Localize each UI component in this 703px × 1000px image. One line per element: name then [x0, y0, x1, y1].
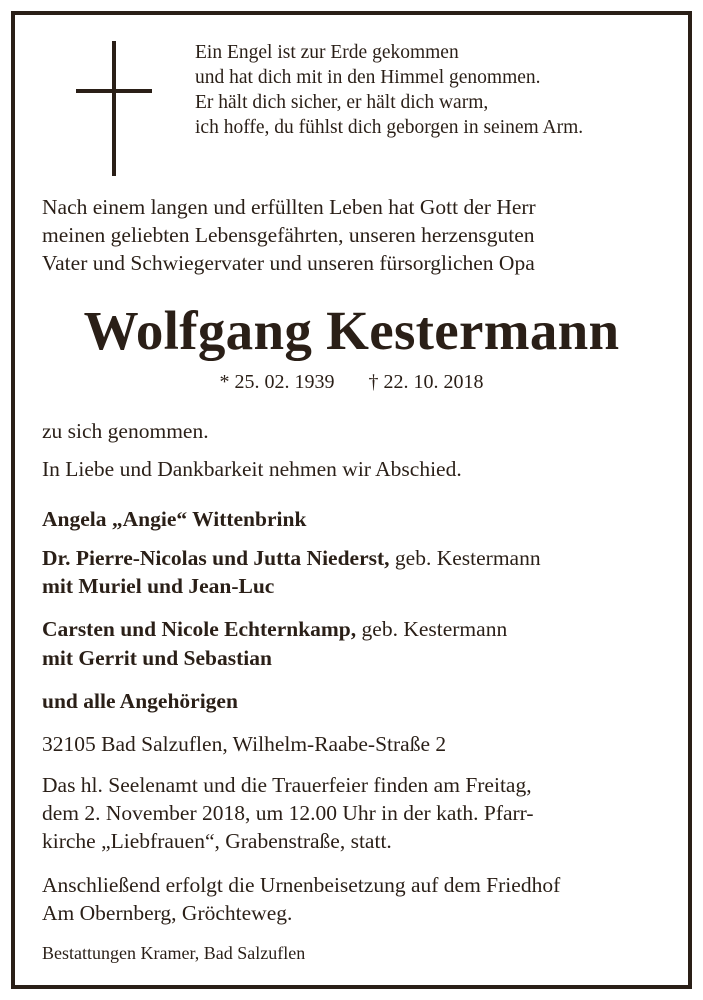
death-date: † 22. 10. 2018 — [368, 371, 484, 393]
mourner-carsten-children: mit Gerrit und Sebastian — [42, 646, 272, 670]
mourner-pierre-names: Dr. Pierre-Nicolas und Jutta Niederst, — [42, 546, 390, 570]
mourner-carsten-nee: geb. Kestermann — [356, 617, 508, 641]
address: 32105 Bad Salzuflen, Wilhelm-Raabe-Straße 2 — [42, 732, 447, 756]
intro-line: Nach einem langen und erfüllten Leben hat Gott der Herr — [42, 195, 536, 219]
birth-date: * 25. 02. 1939 — [219, 371, 335, 393]
taken-text: zu sich genommen. — [42, 419, 209, 443]
burial-text — [42, 871, 560, 927]
burial-line: Am Obernberg, Gröchteweg. — [42, 901, 293, 925]
mourner-all: und alle Angehörigen — [42, 689, 238, 713]
service-line: Das hl. Seelenamt und die Trauerfeier finden am Freitag, — [42, 773, 532, 797]
poem-line: und hat dich mit in den Himmel genommen. — [195, 67, 541, 88]
intro-line: meinen geliebten Lebensgefährten, unseren herzensguten — [42, 223, 535, 247]
intro-text — [42, 193, 536, 277]
mourner-carsten — [42, 615, 507, 643]
mourner-pierre-nee: geb. Kestermann — [389, 546, 541, 570]
mourner-pierre — [42, 544, 541, 572]
service-line: kirche „Liebfrauen“, Grabenstraße, statt. — [42, 829, 392, 853]
mourner-angela: Angela „Angie“ Wittenbrink — [42, 507, 307, 531]
undertaker: Bestattungen Kramer, Bad Salzuflen — [42, 943, 306, 963]
farewell-text: In Liebe und Dankbarkeit nehmen wir Abschied. — [42, 457, 462, 481]
poem-line: Er hält dich sicher, er hält dich warm, — [195, 92, 489, 113]
intro-line: Vater und Schwiegervater und unseren fürsorglichen Opa — [42, 251, 535, 275]
poem-line: Ein Engel ist zur Erde gekommen — [195, 42, 459, 63]
mourner-pierre-children: mit Muriel und Jean-Luc — [42, 574, 275, 598]
life-dates — [0, 368, 703, 396]
service-line: dem 2. November 2018, um 12.00 Uhr in der kath. Pfarr- — [42, 801, 534, 825]
deceased-name: Wolfgang Kestermann — [83, 300, 620, 361]
poem-line: ich hoffe, du fühlst dich geborgen in seinem Arm. — [195, 117, 584, 138]
poem — [195, 40, 583, 140]
mourner-carsten-names: Carsten und Nicole Echternkamp, — [42, 617, 357, 641]
service-text — [42, 771, 534, 855]
burial-line: Anschließend erfolgt die Urnenbeisetzung auf dem Friedhof — [42, 873, 561, 897]
